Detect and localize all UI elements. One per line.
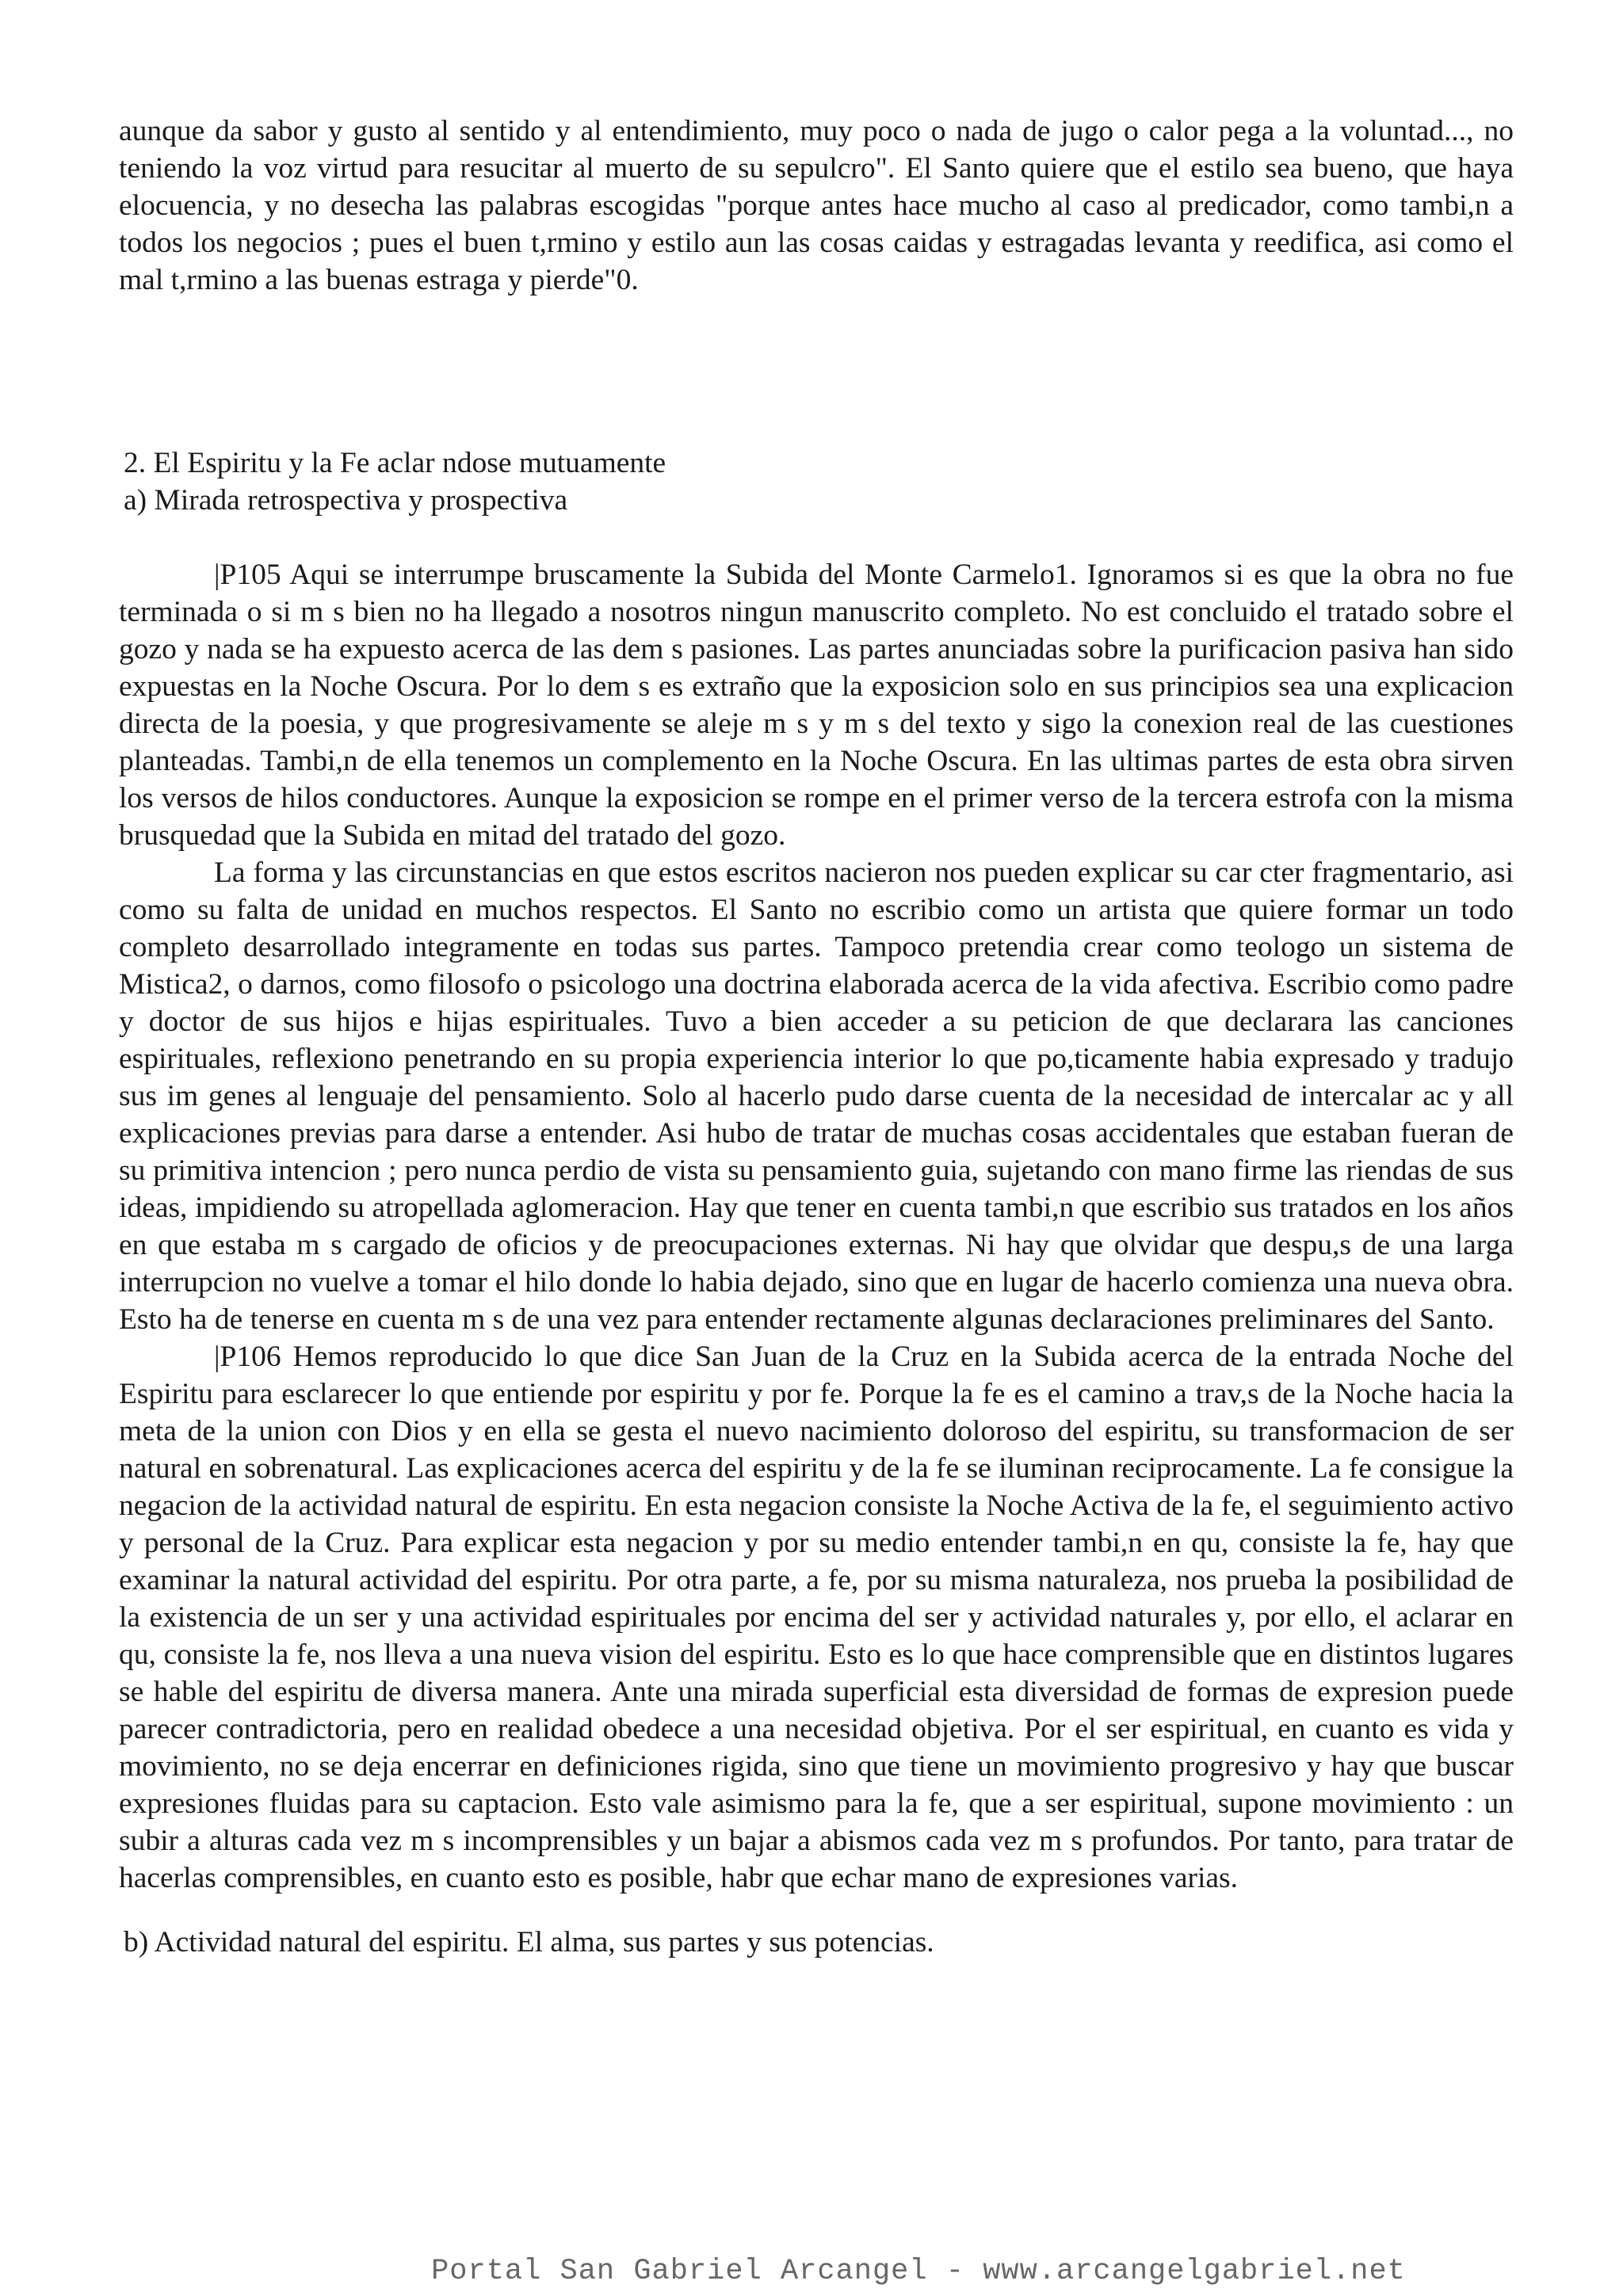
spacer — [119, 519, 1514, 556]
spacer — [119, 1897, 1514, 1924]
paragraph-forma: La forma y las circunstancias en que estos escritos nacieron nos pueden explicar su car cter fragmentario, asi como su falta de unidad en muchos respectos. El Santo no escribio como un artista que quiere formar un todo completo desarrollado integramente en todas sus partes. Tampoco pretendia crear como teologo un sistema de Mistica2, o darnos, como filosofo o psicologo una doctrina elaborada acerca de la vida afectiva. Escribio como padre y doctor de sus hijos e hijas espirituales. Tuvo a bien acceder a su peticion de que declarara las canciones espirituales, reflexiono penetrando en su propia experiencia interior lo que po,ticamente habia expresado y tradujo sus im genes al lenguaje del pensamiento. Solo al hacerlo pudo darse cuenta de la necesidad de intercalar ac y all explicaciones previas para darse a entender. Asi hubo de tratar de muchas cosas accidentales que estaban fueran de su primitiva intencion ; pero nunca perdio de vista su pensamiento guia, sujetando con mano firme las riendas de sus ideas, impidiendo su atropellada aglomeracion. Hay que tener en cuenta tambi,n que escribio sus tratados en los años en que estaba m s cargado de oficios y de preocupaciones externas. Ni hay que olvidar que despu,s de una larga interrupcion no vuelve a tomar el hilo donde lo habia dejado, sino que en lugar de hacerlo comienza una nueva obra. Esto ha de tenerse en cuenta m s de una vez para entender rectamente algunas declaraciones preliminares del Santo. — [119, 856, 1514, 1336]
section-heading: 2. El Espiritu y la Fe aclar ndose mutuamente — [124, 447, 666, 479]
footer-text: Portal San Gabriel Arcangel - www.arcangelgabriel.net — [431, 2255, 1406, 2288]
document-body — [119, 113, 1514, 1961]
page-footer — [0, 2255, 1623, 2288]
subsection-a-heading: a) Mirada retrospectiva y prospectiva — [124, 484, 568, 517]
paragraph-p105: |P105 Aqui se interrumpe bruscamente la Subida del Monte Carmelo1. Ignoramos si es que la obra no fue terminada o si m s bien no ha llegado a nosotros ningun manuscrito completo. No est concluido el tratado sobre el gozo y nada se ha expuesto acerca de las dem s pasiones. Las partes anunciadas sobre la purificacion pasiva han sido expuestas en la Noche Oscura. Por lo dem s es extraño que la exposicion solo en sus principios sea una explicacion directa de la poesia, y que progresivamente se aleje m s y m s del texto y sigo la conexion real de las cuestiones planteadas. Tambi,n de ella tenemos un complemento en la Noche Oscura. En las ultimas partes de esta obra sirven los versos de hilos conductores. Aunque la exposicion se rompe en el primer verso de la tercera estrofa con la misma brusquedad que la Subida en mitad del tratado del gozo. — [119, 559, 1514, 852]
paragraph-p106: |P106 Hemos reproducido lo que dice San Juan de la Cruz en la Subida acerca de la entrada Noche del Espiritu para esclarecer lo que entiende por espiritu y por fe. Porque la fe es el camino a trav,s de la Noche hacia la meta de la union con Dios y en ella se gesta el nuevo nacimiento doloroso del espiritu, su transformacion de ser natural en sobrenatural. Las explicaciones acerca del espiritu y de la fe se iluminan reciprocamente. La fe consigue la negacion de la actividad natural de espiritu. En esta negacion consiste la Noche Activa de la fe, el seguimiento activo y personal de la Cruz. Para explicar esta negacion y por su medio entender tambi,n en qu, consiste la fe, hay que examinar la natural actividad del espiritu. Por otra parte, a fe, por su misma naturaleza, nos prueba la posibilidad de la existencia de un ser y una actividad espirituales por encima del ser y actividad naturales y, por ello, el aclarar en qu, consiste la fe, nos lleva a una nueva vision del espiritu. Esto es lo que hace comprensible que en distintos lugares se hable del espiritu de diversa manera. Ante una mirada superficial esta diversidad de formas de expresion puede parecer contradictoria, pero en realidad obedece a una necesidad objetiva. Por el ser espiritual, en cuanto es vida y movimiento, no se deja encerrar en definiciones rigida, sino que tiene un movimiento progresivo y hay que buscar expresiones fluidas para su captacion. Esto vale asimismo para la fe, que a ser espiritual, supone movimiento : un subir a alturas cada vez m s incomprensibles y un bajar a abismos cada vez m s profundos. Por tanto, para tratar de hacerlas comprensibles, en cuanto esto es posible, habr que echar mano de expresiones varias. — [119, 1341, 1514, 1894]
subsection-b-heading: b) Actividad natural del espiritu. El alma, sus partes y sus potencias. — [124, 1926, 934, 1958]
spacer — [119, 299, 1514, 444]
intro-paragraph: aunque da sabor y gusto al sentido y al entendimiento, muy poco o nada de jugo o calor pega a la voluntad..., no teniendo la voz virtud para resucitar al muerto de su sepulcro". El Santo quiere que el estilo sea bueno, que haya elocuencia, y no desecha las palabras escogidas "porque antes hace mucho al caso al predicador, como tambi,n a todos los negocios ; pues el buen t,rmino y estilo aun las cosas caidas y estragadas levanta y reedifica, asi como el mal t,rmino a las buenas estraga y pierde"0. — [119, 115, 1514, 296]
